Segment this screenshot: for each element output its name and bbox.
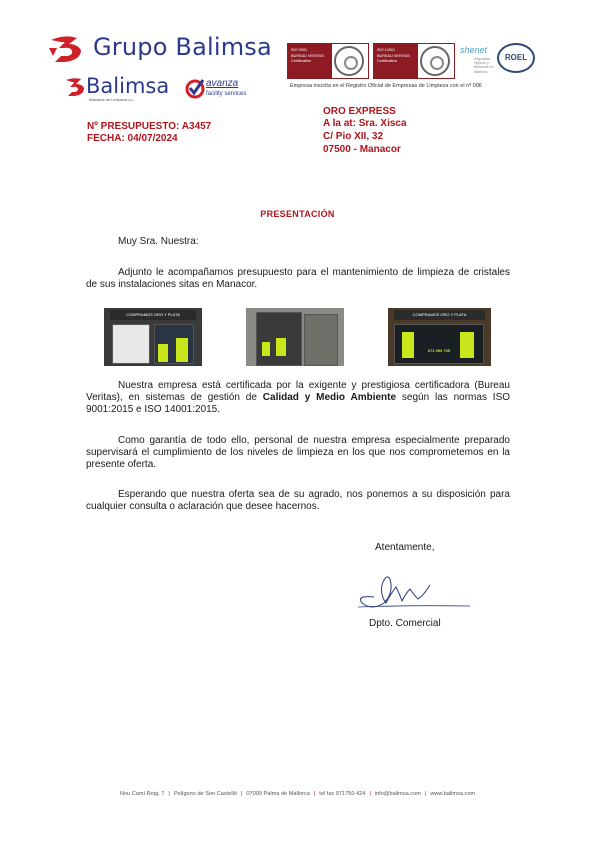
partner-name: avanza bbox=[206, 78, 239, 89]
paragraph-guarantee: Como garantía de todo ello, personal de nuestra empresa especialmente preparado supervisará el cumplimiento de los niveles de limpieza en los que nos comprometemos en la presente oferta. bbox=[86, 435, 510, 470]
company-subtitle: Balcares de Limpieza s.L. bbox=[89, 97, 135, 102]
photo-3-sign: COMPRAMOS ORO Y PLATA bbox=[394, 310, 485, 320]
balimsa-logo-icon bbox=[64, 77, 88, 97]
recipient-street: C/ Pio XII, 32 bbox=[323, 131, 384, 142]
footer-phone: tel fax 971750 424 bbox=[319, 791, 366, 797]
certification-text-bold: Calidad y Medio Ambiente bbox=[262, 392, 397, 403]
cert-1-standard: ISO 9001 bbox=[291, 48, 308, 52]
group-name: Grupo Balimsa bbox=[93, 33, 272, 61]
cert-1-issuer: BUREAU VERITAS bbox=[291, 53, 324, 58]
signature-icon bbox=[352, 565, 472, 615]
footer-separator: | bbox=[424, 791, 427, 797]
budget-date: FECHA: 04/07/2024 bbox=[87, 133, 178, 144]
storefront-photo-3 bbox=[388, 308, 491, 366]
footer-area: Polígono de Son Castelló bbox=[173, 791, 237, 797]
footer-separator: | bbox=[369, 791, 371, 797]
bureau-veritas-seal-icon bbox=[334, 46, 364, 76]
company-name: Balimsa bbox=[86, 74, 170, 98]
recipient-attention: A la at: Sra. Xisca bbox=[323, 118, 407, 129]
grupo-balimsa-logo-icon bbox=[47, 34, 89, 64]
photo-1-sign: COMPRAMOS ORO Y PLATA bbox=[110, 310, 196, 320]
cert-2-standard: ISO 14001 bbox=[377, 48, 396, 52]
footer-email-link[interactable]: info@balimsa.com bbox=[374, 791, 421, 797]
iso-9001-certificate bbox=[287, 43, 369, 79]
certification-text-before: Nuestra empresa está certificada por la exigente y prestigiosa certificadora (Bureau Veritas), en sistemas de gestión de bbox=[86, 380, 510, 403]
roel-logo: ROEL bbox=[497, 43, 535, 73]
recipient-company: ORO EXPRESS bbox=[323, 106, 396, 117]
storefront-photo-1 bbox=[104, 308, 202, 366]
letter-title: PRESENTACIÓN bbox=[260, 209, 335, 219]
salutation: Muy Sra. Nuestra: bbox=[118, 236, 199, 247]
paragraph-certification bbox=[86, 380, 510, 416]
paragraph-closing: Esperando que nuestra oferta sea de su agrado, nos ponemos a su disposición para cualquier consulta o aclaración que desee hacernos. bbox=[86, 489, 510, 512]
partner-subtitle: facility services bbox=[206, 91, 247, 97]
storefront-photo-2 bbox=[246, 308, 344, 366]
avanza-logo-icon bbox=[185, 76, 205, 100]
cert-2-issuer: BUREAU VERITAS bbox=[377, 53, 410, 58]
cert-1-label: Certification bbox=[291, 59, 312, 64]
footer-web-link[interactable]: www.balimsa.com bbox=[430, 791, 476, 797]
registry-notice: Empresa inscrita en el Registro Oficial de Empresas de Limpieza con el nº 006 bbox=[290, 83, 482, 89]
iso-14001-certificate bbox=[373, 43, 455, 79]
footer-address: Nou Camí Roig, 7 bbox=[119, 791, 165, 797]
footer-separator: | bbox=[313, 791, 316, 797]
department: Dpto. Comercial bbox=[369, 618, 441, 629]
recipient-city: 07500 - Manacor bbox=[323, 144, 401, 155]
photo-3-phone: 671 090 735 bbox=[427, 348, 451, 353]
certification-text-after: según las normas ISO 9001:2015 e ISO 14001:2015. bbox=[86, 392, 511, 415]
paragraph-intro: Adjunto le acompañamos presupuesto para el mantenimiento de limpieza de cristales de sus instalaciones sitas en Manacor. bbox=[86, 267, 510, 290]
budget-number: Nº PRESUPUESTO: A3457 bbox=[87, 121, 212, 132]
footer-separator: | bbox=[240, 791, 243, 797]
shenet-subtitle: Seguridad Higiene y Bienestar en Mallorca bbox=[474, 57, 494, 74]
cert-2-label: Certification bbox=[377, 59, 398, 64]
footer-city: 07009 Palma de Mallorca bbox=[246, 791, 310, 797]
shenet-logo: shenet bbox=[460, 45, 488, 55]
footer-separator: | bbox=[168, 791, 170, 797]
footer-contact-bar bbox=[0, 791, 595, 797]
bureau-veritas-seal-icon bbox=[420, 46, 450, 76]
closing-line: Atentamente, bbox=[375, 542, 435, 553]
